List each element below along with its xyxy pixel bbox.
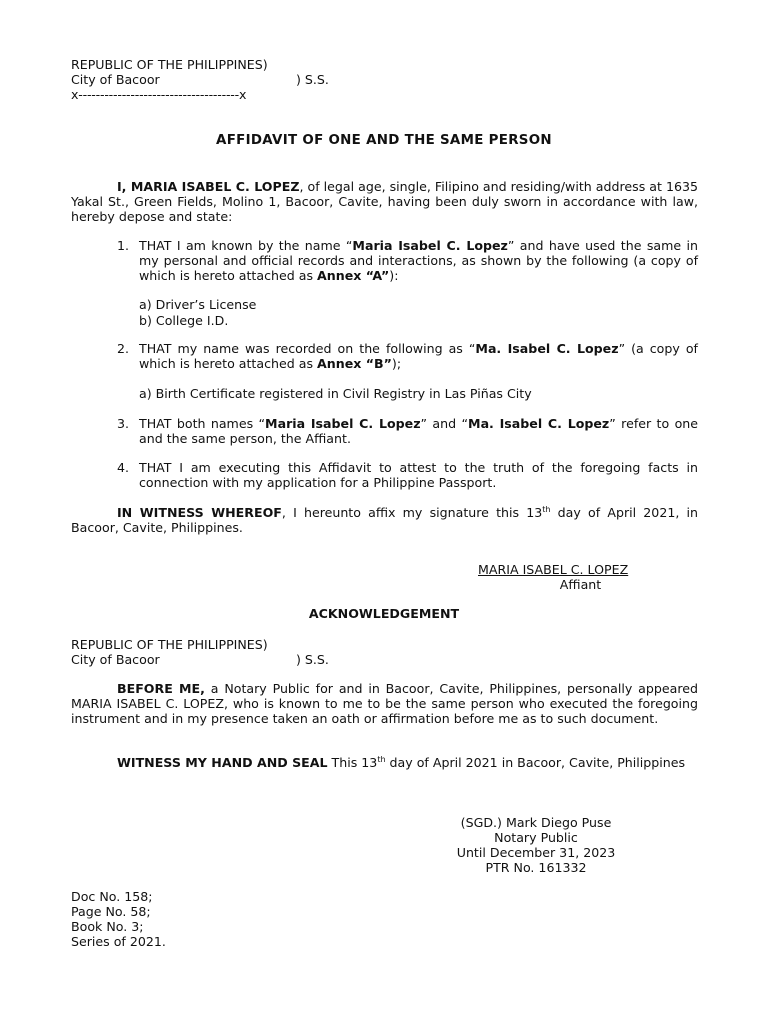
docket-page: Page No. 58; xyxy=(71,904,151,919)
annex-a: Annex “A” xyxy=(317,268,390,283)
notary-until: Until December 31, 2023 xyxy=(456,845,616,860)
item2-t1: THAT my name was recorded on the following as “ xyxy=(139,341,476,356)
item1-text xyxy=(139,238,698,283)
item3-number: 3. xyxy=(117,416,130,431)
intro-text: , of legal age, single, Filipino and residing/with address at 1635 Yakal St., Green Fields, Molino 1, Bacoor, Cavite, having been duly sworn in accordance with law, hereby depose and state: xyxy=(71,179,698,224)
item1-t3: ): xyxy=(389,268,399,283)
item3-name2: Ma. Isabel C. Lopez xyxy=(468,416,610,431)
intro-paragraph xyxy=(71,179,698,224)
notary-sgd: (SGD.) Mark Diego Puse xyxy=(460,815,612,830)
hand-seal-t1: This 13 xyxy=(327,755,378,770)
annex-b: Annex “B” xyxy=(317,356,392,371)
item2-text xyxy=(139,341,698,371)
acknowledgement-title: ACKNOWLEDGEMENT xyxy=(308,606,460,621)
witness-t1: , I hereunto affix my signature this 13 xyxy=(281,505,543,520)
item3-text xyxy=(139,416,698,446)
caption2-ss: ) S.S. xyxy=(296,652,329,667)
item2-t2: ” (a copy of which is hereto attached as xyxy=(139,341,698,371)
caption-separator: x-------------------------------------x xyxy=(71,87,247,102)
item1-t2: ” and have used the same in my personal and official records and interactions, as shown by the following (a copy of which is hereto attached as xyxy=(139,238,698,283)
affiant-name-intro: I, MARIA ISABEL C. LOPEZ xyxy=(117,179,300,194)
caption-republic: REPUBLIC OF THE PHILIPPINES) xyxy=(71,57,268,72)
affiant-role: Affiant xyxy=(559,577,602,592)
item2-name: Ma. Isabel C. Lopez xyxy=(475,341,619,356)
hand-seal-lead: WITNESS MY HAND AND SEAL xyxy=(117,755,328,770)
item3-t2: ” and “ xyxy=(420,416,469,431)
caption2-republic: REPUBLIC OF THE PHILIPPINES) xyxy=(71,637,268,652)
document-title: AFFIDAVIT OF ONE AND THE SAME PERSON xyxy=(216,133,552,148)
hand-seal-sup: th xyxy=(377,754,386,764)
item2-sub-a: a) Birth Certificate registered in Civil Registry in Las Piñas City xyxy=(139,386,532,401)
before-text: a Notary Public for and in Bacoor, Cavite, Philippines, personally appeared MARIA ISABEL C. LOPEZ, who is known to me to be the same person who executed the foregoing instrument and in my presence taken an oath or affirmation before me as to such document. xyxy=(71,681,698,726)
item2-t3: ); xyxy=(391,356,402,371)
item3-t1: THAT both names “ xyxy=(139,416,266,431)
item1-name: Maria Isabel C. Lopez xyxy=(352,238,508,253)
affiant-signature-name: MARIA ISABEL C. LOPEZ xyxy=(478,562,629,577)
before-lead: BEFORE ME, xyxy=(117,681,205,696)
witness-lead: IN WITNESS WHEREOF xyxy=(117,505,282,520)
witness-paragraph xyxy=(71,505,698,535)
item4-number: 4. xyxy=(117,460,130,475)
item3-t3: ” refer to one and the same person, the Affiant. xyxy=(139,416,699,446)
item4-text: THAT I am executing this Affidavit to attest to the truth of the foregoing facts in connection with my application for a Philippine Passport. xyxy=(139,460,698,490)
hand-seal-paragraph xyxy=(71,755,698,770)
witness-sup: th xyxy=(542,504,551,514)
docket-book: Book No. 3; xyxy=(71,919,144,934)
hand-seal-t2: day of April 2021 in Bacoor, Cavite, Philippines xyxy=(385,755,686,770)
item3-name1: Maria Isabel C. Lopez xyxy=(265,416,421,431)
witness-t2: day of April 2021, in Bacoor, Cavite, Philippines. xyxy=(71,505,699,535)
notary-title: Notary Public xyxy=(494,830,578,845)
caption2-city: City of Bacoor xyxy=(71,652,160,667)
item1-t1: THAT I am known by the name “ xyxy=(139,238,353,253)
docket-doc: Doc No. 158; xyxy=(71,889,153,904)
item1-number: 1. xyxy=(117,238,130,253)
item1-sub-a: a) Driver’s License xyxy=(139,297,257,312)
docket-series: Series of 2021. xyxy=(71,934,166,949)
item1-sub-b: b) College I.D. xyxy=(139,313,229,328)
notary-ptr: PTR No. 161332 xyxy=(485,860,587,875)
caption-city: City of Bacoor xyxy=(71,72,160,87)
item2-number: 2. xyxy=(117,341,130,356)
caption-ss: ) S.S. xyxy=(296,72,329,87)
before-me-paragraph xyxy=(71,681,698,726)
